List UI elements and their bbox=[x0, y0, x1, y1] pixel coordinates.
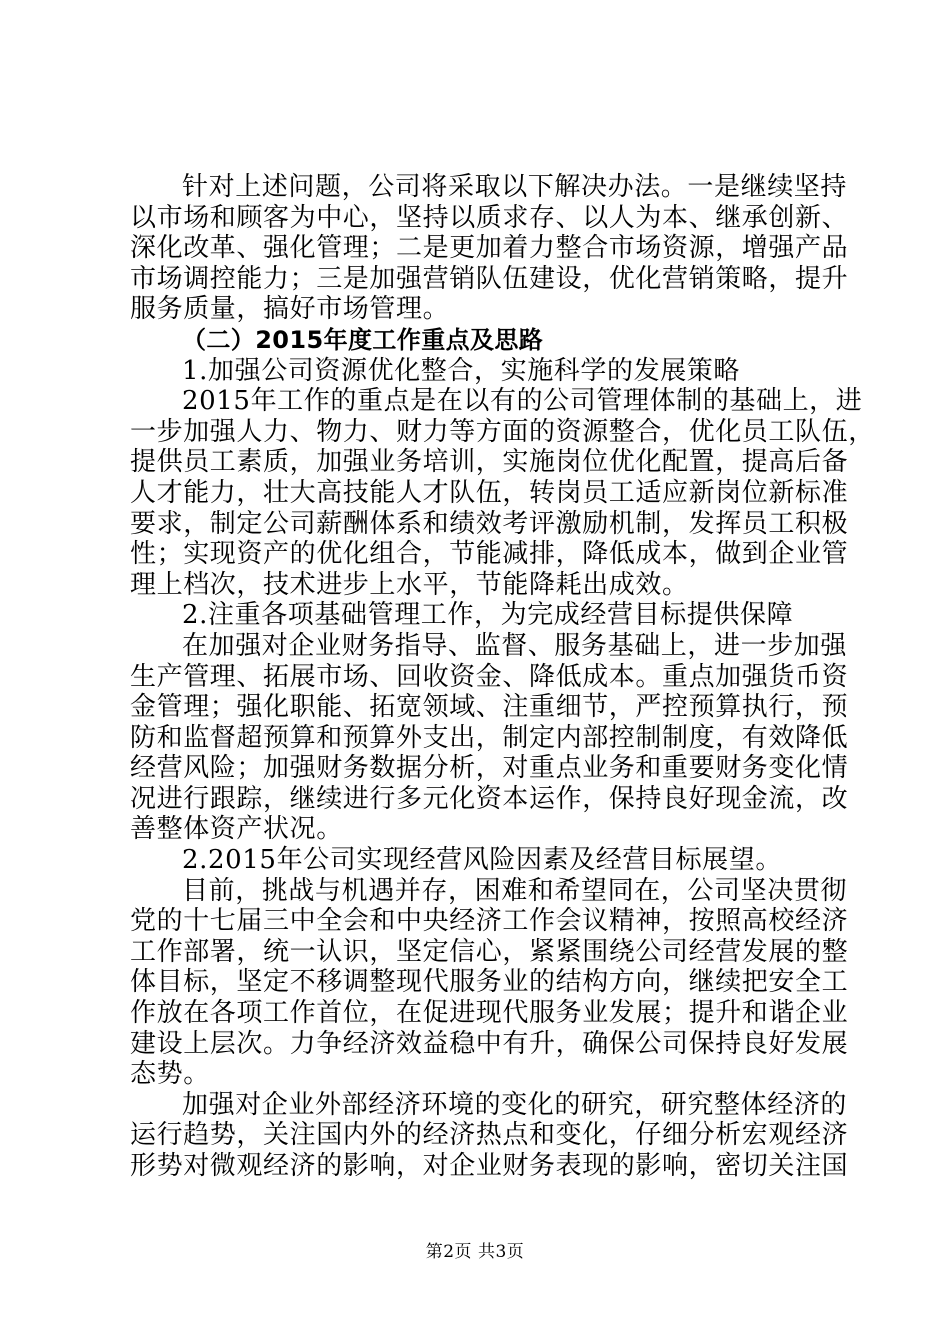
paragraph bbox=[130, 356, 830, 387]
text-line: 目前，挑战与机遇并存，困难和希望同在，公司坚决贯彻 bbox=[182, 875, 848, 906]
text-line: 态势。 bbox=[130, 1059, 210, 1090]
text-line: 善整体资产状况。 bbox=[130, 814, 343, 845]
text-line: 深化改革、强化管理；二是更加着力整合市场资源，增强产品 bbox=[130, 233, 849, 264]
text-line: 一步加强人力、物力、财力等方面的资源整合，优化员工队伍， bbox=[130, 416, 875, 447]
text-line: 运行趋势，关注国内外的经济热点和变化，仔细分析宏观经济 bbox=[130, 1120, 849, 1151]
paragraph bbox=[130, 875, 849, 1090]
text-line: 生产管理、拓展市场、回收资金、降低成本。重点加强货币资 bbox=[130, 661, 849, 692]
text-line: 提供员工素质，加强业务培训，实施岗位优化配置，提高后备 bbox=[130, 447, 849, 478]
text-line: 在加强对企业财务指导、监督、服务基础上，进一步加强 bbox=[182, 630, 848, 661]
paragraph bbox=[130, 386, 875, 600]
paragraph bbox=[130, 172, 849, 325]
text-line: 人才能力，壮大高技能人才队伍，转岗员工适应新岗位新标准 bbox=[130, 477, 849, 508]
paragraph bbox=[130, 845, 830, 876]
subheading-line: 1.加强公司资源优化整合，实施科学的发展策略 bbox=[182, 355, 741, 386]
text-line: 市场调控能力；三是加强营销队伍建设，优化营销策略，提升 bbox=[130, 263, 849, 294]
text-line: 以市场和顾客为中心，坚持以质求存、以人为本、继承创新、 bbox=[130, 202, 849, 233]
paragraph bbox=[130, 600, 830, 631]
text-line: 经营风险；加强财务数据分析，对重点业务和重要财务变化情 bbox=[130, 753, 849, 784]
subheading-line: 2.2015年公司实现经营风险因素及经营目标展望。 bbox=[182, 845, 782, 876]
page-number-footer: 第2页 共3页 bbox=[425, 1242, 525, 1262]
text-line: 况进行跟踪，继续进行多元化资本运作，保持良好现金流，改 bbox=[130, 783, 849, 814]
text-line: 加强对企业外部经济环境的变化的研究，研究整体经济的 bbox=[182, 1089, 848, 1120]
text-line: 工作部署，统一认识，坚定信心，紧紧围绕公司经营发展的整 bbox=[130, 936, 849, 967]
text-line: 理上档次，技术进步上水平，节能降耗出成效。 bbox=[130, 569, 689, 600]
text-line: 党的十七届三中全会和中央经济工作会议精神，按照高校经济 bbox=[130, 906, 849, 937]
subheading-line: 2.注重各项基础管理工作，为完成经营目标提供保障 bbox=[182, 600, 794, 631]
text-line: 性；实现资产的优化组合，节能减排，降低成本，做到企业管 bbox=[130, 539, 849, 570]
text-line: 体目标，坚定不移调整现代服务业的结构方向，继续把安全工 bbox=[130, 967, 849, 998]
document-body bbox=[130, 172, 875, 1182]
paragraph bbox=[130, 1089, 849, 1182]
text-line: 建设上层次。力争经济效益稳中有升，确保公司保持良好发展 bbox=[130, 1028, 849, 1059]
text-line: 要求，制定公司薪酬体系和绩效考评激励机制，发挥员工积极 bbox=[130, 508, 849, 539]
section-heading: （二）2015年度工作重点及思路 bbox=[182, 325, 544, 354]
text-line: 形势对微观经济的影响，对企业财务表现的影响，密切关注国 bbox=[130, 1151, 849, 1181]
text-line: 金管理；强化职能、拓宽领域、注重细节，严控预算执行，预 bbox=[130, 692, 849, 723]
text-line: 针对上述问题，公司将采取以下解决办法。一是继续坚持 bbox=[182, 172, 848, 202]
text-line: 服务质量，搞好市场管理。 bbox=[130, 294, 450, 325]
text-line: 防和监督超预算和预算外支出，制定内部控制制度，有效降低 bbox=[130, 722, 849, 753]
text-line: 2015年工作的重点是在以有的公司管理体制的基础上，进 bbox=[182, 386, 863, 417]
text-line: 作放在各项工作首位，在促进现代服务业发展；提升和谐企业 bbox=[130, 998, 849, 1029]
paragraph bbox=[130, 630, 849, 845]
